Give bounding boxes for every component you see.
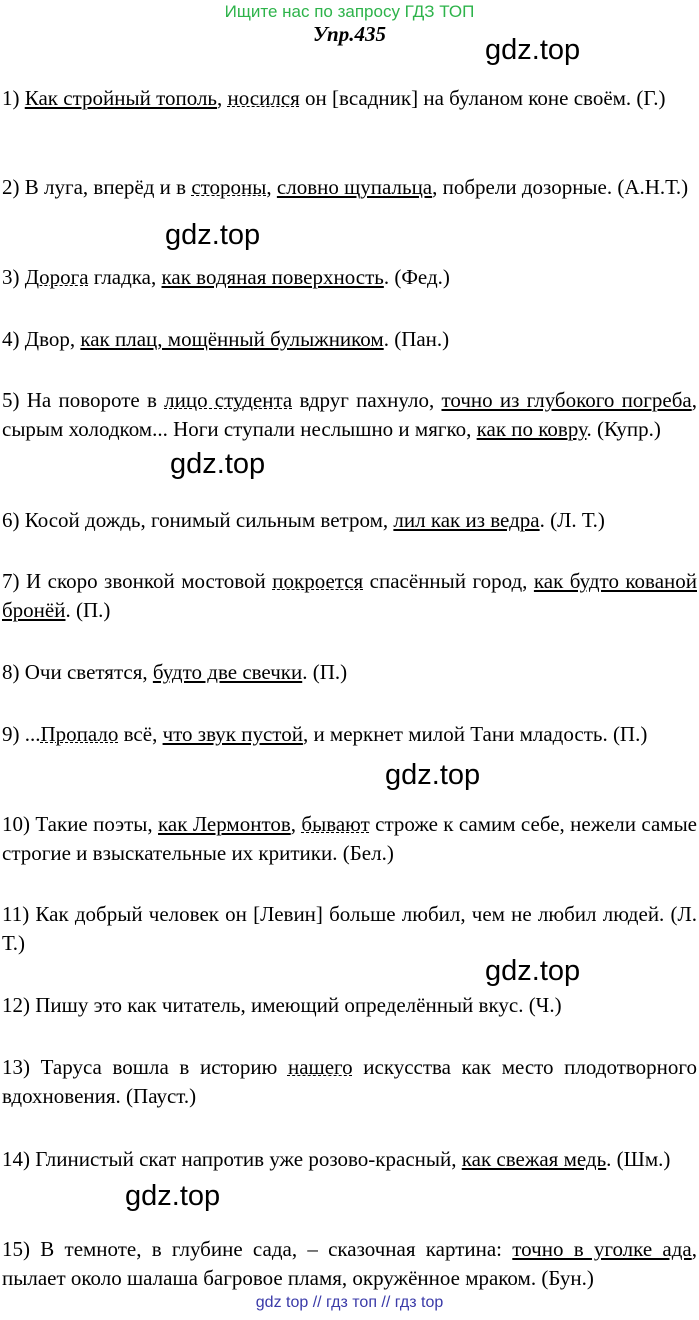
search-hint-link[interactable]: Ищите нас по запросу ГДЗ ТОП (224, 2, 475, 21)
watermark: gdz.top (485, 34, 581, 66)
list-item: 4) Двор, как плац, мощённый булыжником. (Пан.) (2, 327, 450, 351)
list-item: 12) Пишу это как читатель, имеющий определённый вкус. (Ч.) (2, 993, 562, 1017)
watermark: gdz.top (385, 759, 481, 791)
footer-links[interactable]: gdz top // гдз топ // гдз top (255, 1294, 444, 1311)
watermark: gdz.top (165, 219, 261, 251)
list-item: 6) Косой дождь, гонимый сильным ветром, лил как из ведра. (Л. Т.) (2, 508, 605, 532)
list-item: 15) В темноте, в глубине сада, – сказочная картина: точно в уголке ада, пылает около шалаша багровое пламя, окружённое мраком. (Бун.) (2, 1237, 697, 1290)
list-item: 5) На повороте в лицо студента вдруг пахнуло, точно из глубокого погреба, сырым холодком... Ноги ступали неслышно и мягко, как по ковру. (Купр.) (2, 388, 697, 441)
list-item: 8) Очи светятся, будто две свечки. (П.) (2, 660, 348, 684)
list-item: 10) Такие поэты, как Лермонтов, бывают строже к самим себе, нежели самые строгие и взыскательные их критики. (Бел.) (2, 812, 697, 865)
list-item: 7) И скоро звонкой мостовой покроется спасённый город, как будто кованой бронёй. (П.) (2, 569, 697, 622)
list-item: 14) Глинистый скат напротив уже розово-красный, как свежая медь. (Шм.) (2, 1147, 671, 1171)
list-item: 2) В луга, вперёд и в стороны, словно щупальца, побрели дозорные. (А.Н.Т.) (2, 175, 689, 199)
list-item: 11) Как добрый человек он [Левин] больше любил, чем не любил людей. (Л. Т.) (2, 902, 697, 955)
list-item: 3) Дорога гладка, как водяная поверхность. (Фед.) (2, 265, 450, 289)
watermark: gdz.top (485, 955, 581, 987)
exercise-title: Упр.435 (313, 22, 386, 46)
watermark: gdz.top (125, 1180, 221, 1212)
list-item: 9) ...Пропало всё, что звук пустой, и меркнет милой Тани младость. (П.) (2, 722, 648, 746)
list-item: 1) Как стройный тополь, носился он [всадник] на буланом коне своём. (Г.) (2, 86, 666, 110)
list-item: 13) Таруса вошла в историю нашего искусства как место плодотворного вдохновения. (Пауст.) (2, 1055, 697, 1108)
watermark: gdz.top (170, 448, 266, 480)
